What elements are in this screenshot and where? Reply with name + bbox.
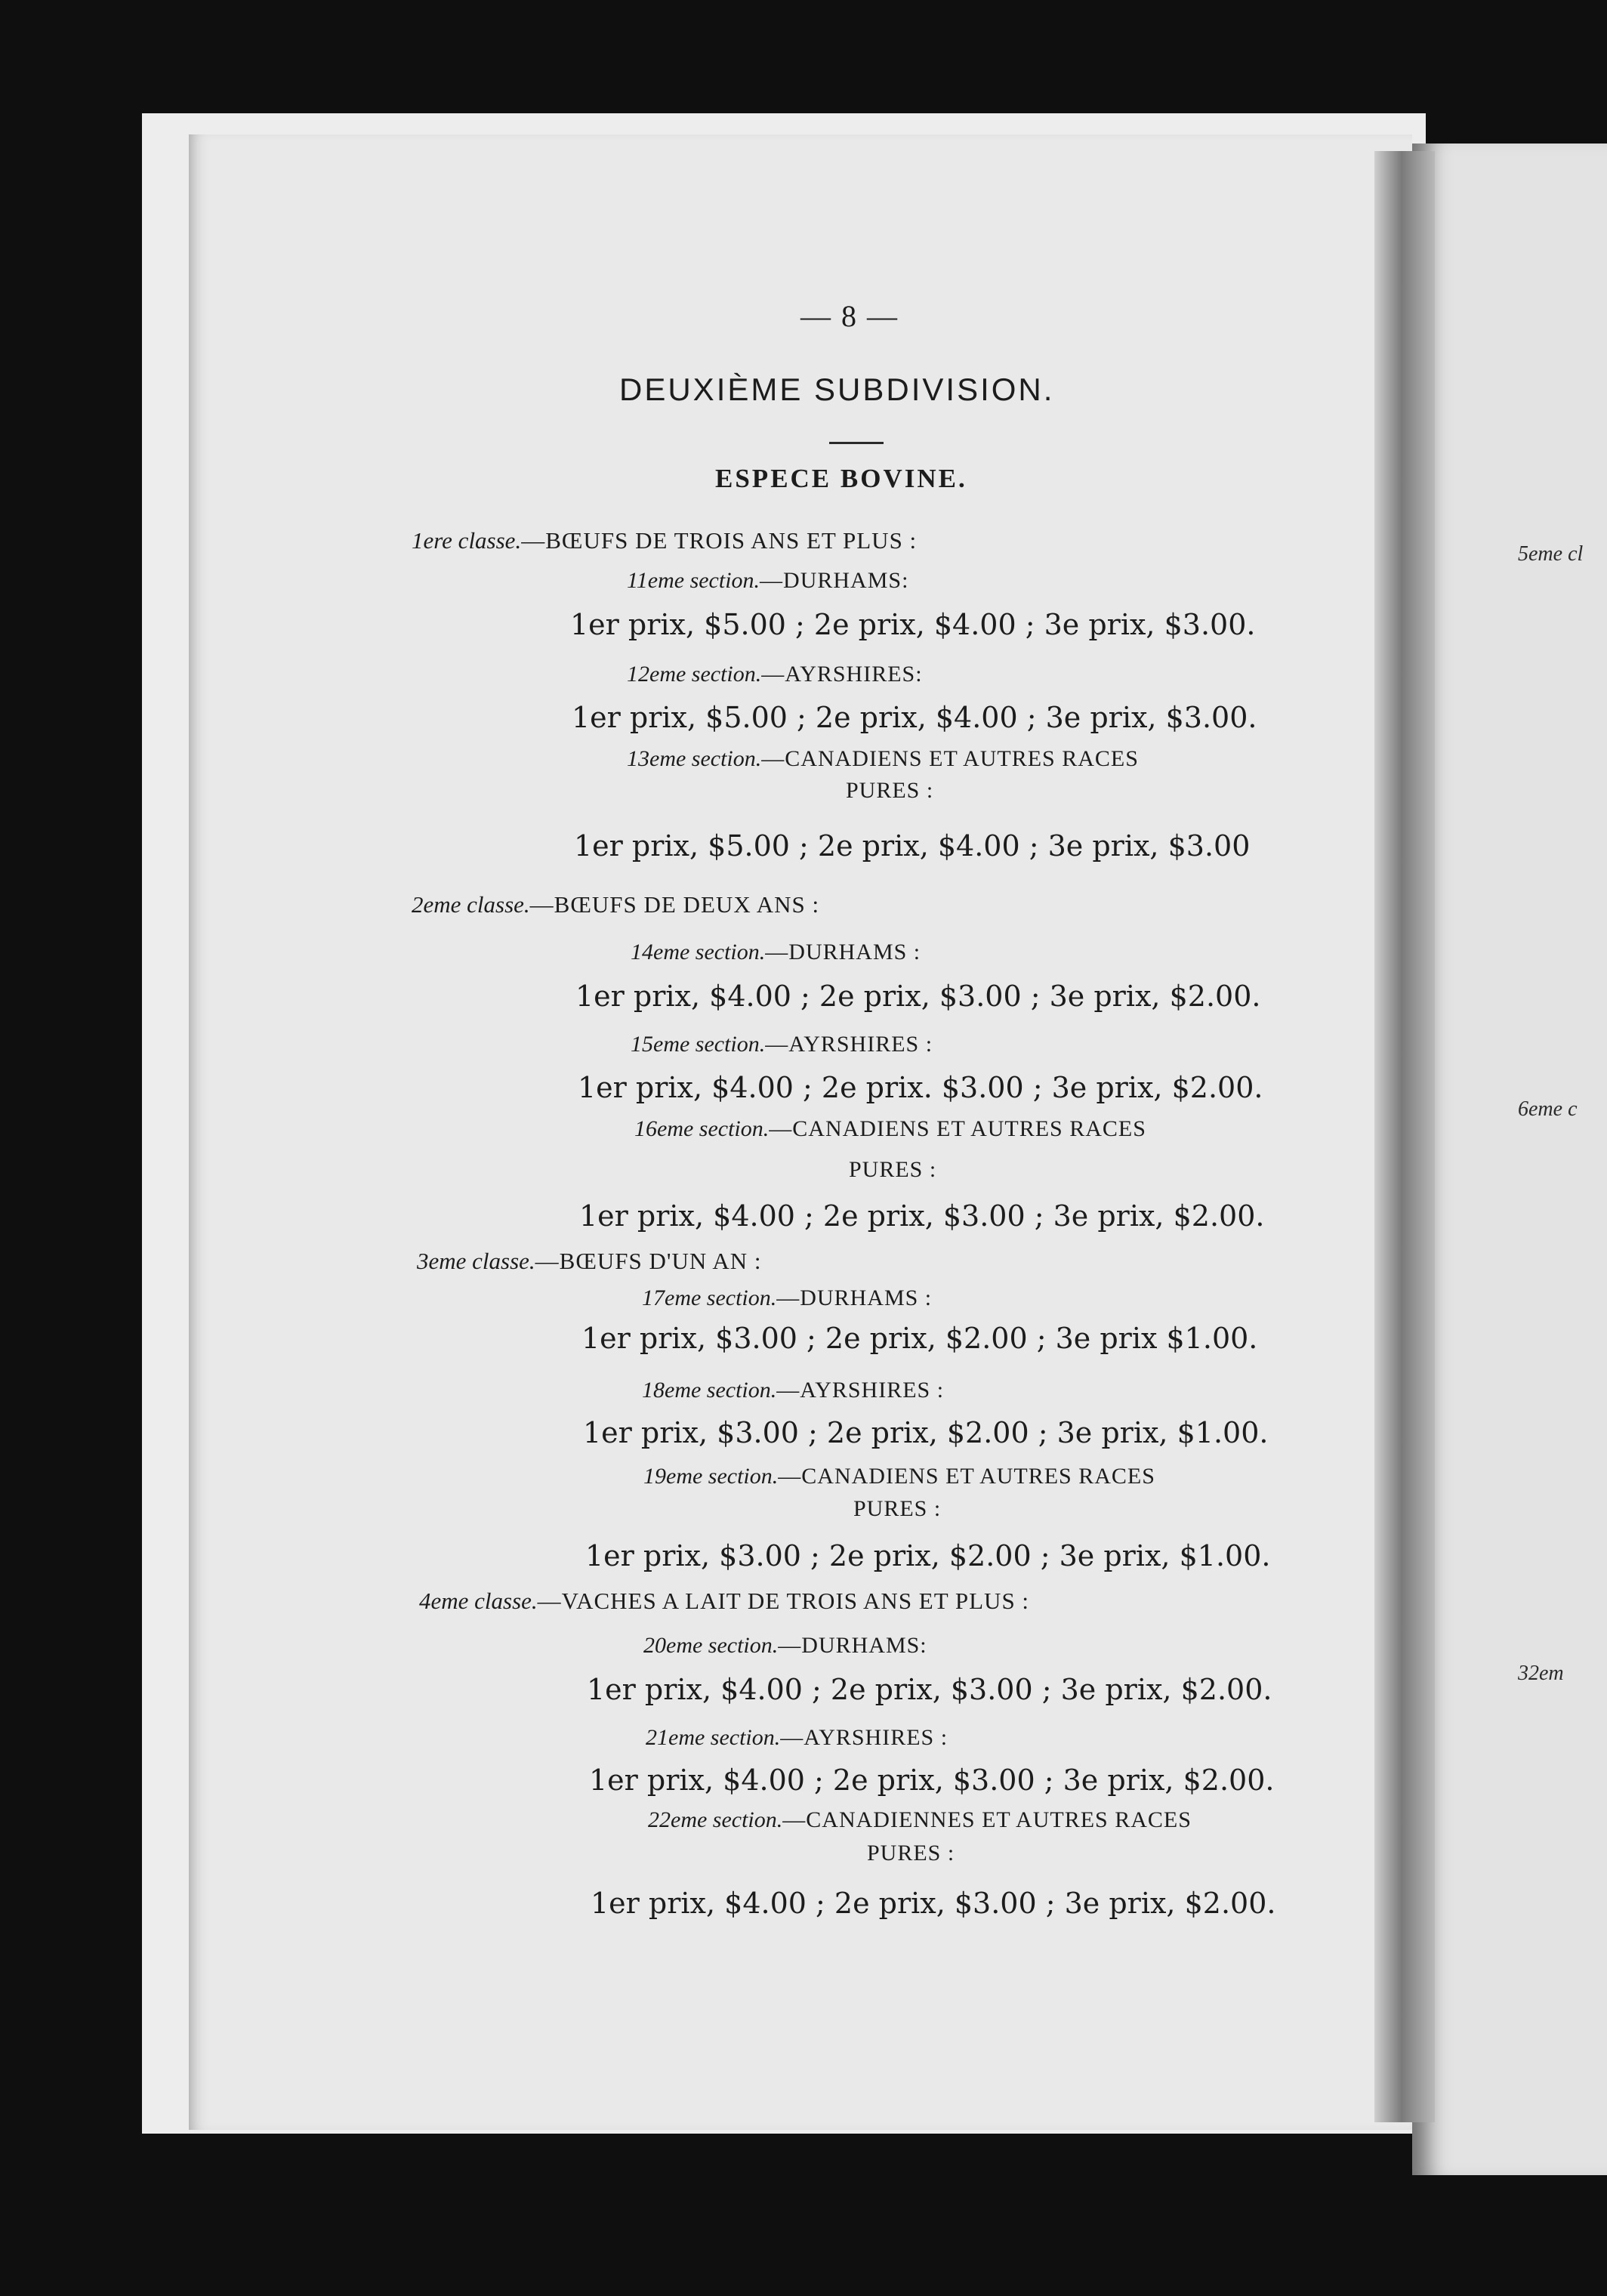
section-continuation: PURES : (849, 1157, 937, 1182)
section-heading-line (634, 1116, 1146, 1142)
section-text: —DURHAMS : (776, 1285, 933, 1310)
class-text: —BŒUFS D'UN AN : (535, 1248, 762, 1274)
section-label: 13eme section. (627, 746, 762, 771)
section-label: 14eme section. (631, 940, 766, 964)
page-gutter-shadow (1374, 151, 1435, 2122)
class-label: 4eme classe. (419, 1588, 538, 1614)
class-label: 3eme classe. (417, 1248, 535, 1274)
prize-line: 1er prix, $3.00 ; 2e prix, $2.00 ; 3e prix, $1.00. (585, 1539, 1271, 1572)
prize-line: 1er prix, $4.00 ; 2e prix, $3.00 ; 3e prix, $2.00. (579, 1199, 1265, 1233)
section-heading-line (627, 662, 923, 687)
section-text: —AYRSHIRES: (761, 662, 923, 687)
class-label: 1ere classe. (412, 527, 522, 554)
section-text: —DURHAMS : (765, 940, 921, 964)
prize-line: 1er prix, $5.00 ; 2e prix, $4.00 ; 3e prix, $3.00. (570, 608, 1256, 641)
class-label: 2eme classe. (412, 891, 530, 918)
section-continuation: PURES : (867, 1841, 955, 1866)
facing-page-note: 5eme cl (1518, 542, 1584, 566)
section-label: 19eme section. (643, 1464, 779, 1489)
section-heading-line (648, 1807, 1192, 1833)
section-label: 22eme section. (648, 1807, 783, 1832)
section-text: —CANADIENS ET AUTRES RACES (778, 1464, 1155, 1489)
section-text: —AYRSHIRES : (780, 1725, 948, 1750)
section-label: 20eme section. (643, 1633, 779, 1658)
section-label: 12eme section. (627, 662, 762, 687)
page-number: — 8 — (800, 299, 899, 333)
prize-line: 1er prix, $5.00 ; 2e prix, $4.00 ; 3e prix, $3.00 (574, 829, 1251, 863)
section-label: 16eme section. (634, 1116, 770, 1141)
prize-line: 1er prix, $3.00 ; 2e prix, $2.00 ; 3e prix $1.00. (581, 1322, 1258, 1355)
section-heading-line (643, 1464, 1155, 1489)
page-title: DEUXIÈME SUBDIVISION. (619, 372, 1055, 407)
section-continuation: PURES : (853, 1496, 942, 1521)
facing-page (1412, 144, 1607, 2175)
section-heading-line (642, 1378, 944, 1403)
facing-page-note: 6eme c (1518, 1097, 1578, 1121)
prize-line: 1er prix, $4.00 ; 2e prix. $3.00 ; 3e prix, $2.00. (578, 1071, 1263, 1104)
section-text: —AYRSHIRES : (776, 1378, 945, 1403)
class-text: —BŒUFS DE TROIS ANS ET PLUS : (521, 527, 918, 554)
class-heading (419, 1588, 1029, 1615)
class-text: —VACHES A LAIT DE TROIS ANS ET PLUS : (537, 1588, 1030, 1614)
section-heading: ESPECE BOVINE. (715, 464, 967, 493)
section-heading-line (643, 1633, 927, 1659)
class-heading (412, 527, 917, 554)
section-heading-line (631, 1032, 933, 1057)
section-text: —DURHAMS: (760, 568, 909, 593)
section-heading-line (631, 940, 921, 965)
facing-page-note: 32em (1518, 1662, 1564, 1685)
section-heading-line (627, 746, 1139, 772)
section-text: —CANADIENS ET AUTRES RACES (761, 746, 1139, 771)
class-text: —BŒUFS DE DEUX ANS : (529, 891, 820, 918)
class-heading (417, 1248, 761, 1275)
prize-line: 1er prix, $4.00 ; 2e prix, $3.00 ; 3e prix, $2.00. (589, 1764, 1275, 1797)
prize-line: 1er prix, $4.00 ; 2e prix, $3.00 ; 3e prix, $2.00. (587, 1673, 1272, 1706)
section-text: —AYRSHIRES : (765, 1032, 933, 1057)
section-heading-line (627, 568, 908, 594)
section-label: 11eme section. (627, 568, 760, 593)
class-heading (412, 891, 819, 918)
title-rule (829, 442, 884, 444)
section-label: 21eme section. (646, 1725, 781, 1750)
section-heading-line (642, 1285, 932, 1311)
section-label: 17eme section. (642, 1285, 777, 1310)
section-text: —CANADIENNES ET AUTRES RACES (782, 1807, 1192, 1832)
prize-line: 1er prix, $4.00 ; 2e prix, $3.00 ; 3e prix, $2.00. (591, 1887, 1276, 1920)
prize-line: 1er prix, $5.00 ; 2e prix, $4.00 ; 3e prix, $3.00. (572, 701, 1257, 734)
section-label: 18eme section. (642, 1378, 777, 1403)
prize-line: 1er prix, $3.00 ; 2e prix, $2.00 ; 3e prix, $1.00. (583, 1416, 1269, 1449)
section-heading-line (646, 1725, 948, 1751)
section-text: —DURHAMS: (778, 1633, 927, 1658)
section-text: —CANADIENS ET AUTRES RACES (769, 1116, 1146, 1141)
section-continuation: PURES : (846, 778, 934, 803)
section-label: 15eme section. (631, 1032, 766, 1057)
prize-line: 1er prix, $4.00 ; 2e prix, $3.00 ; 3e prix, $2.00. (575, 980, 1261, 1013)
